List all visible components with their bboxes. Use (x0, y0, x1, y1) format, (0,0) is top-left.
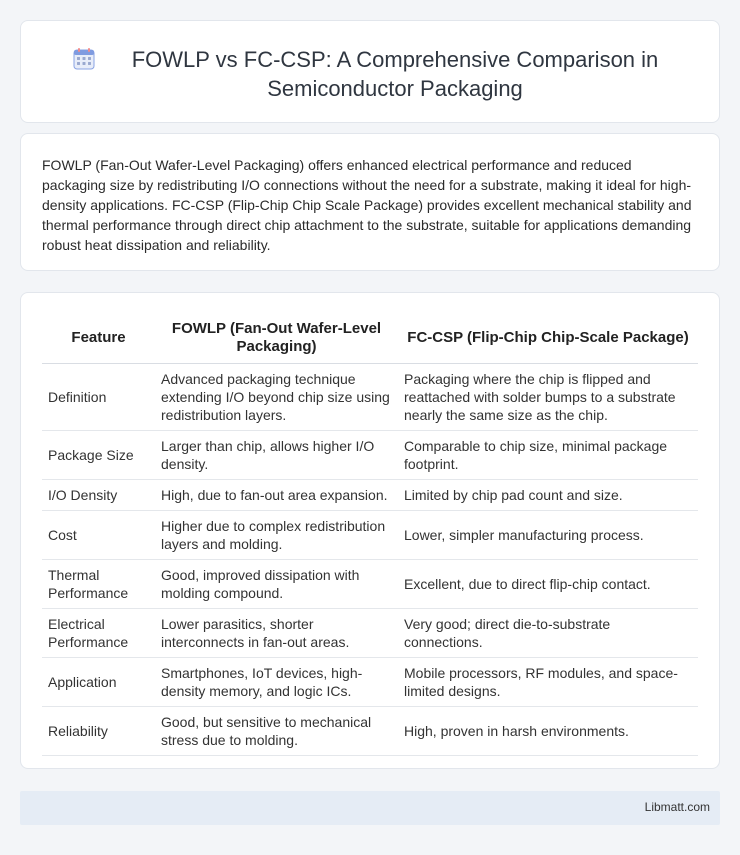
page-title: FOWLP vs FC-CSP: A Comprehensive Comparison in Semiconductor Packaging (131, 47, 659, 101)
row-fccsp: Excellent, due to direct flip-chip contact. (398, 559, 698, 608)
comparison-table (42, 314, 698, 756)
table-row (42, 510, 698, 559)
row-fowlp: Good, but sensitive to mechanical stress due to molding. (155, 706, 398, 755)
row-fccsp: Mobile processors, RF modules, and space-limited designs. (398, 657, 698, 706)
row-fowlp: Advanced packaging technique extending I/O beyond chip size using redistribution layers. (155, 363, 398, 430)
row-fowlp: High, due to fan-out area expansion. (155, 479, 398, 510)
row-fowlp: Good, improved dissipation with molding compound. (155, 559, 398, 608)
table-row (42, 559, 698, 608)
row-feature: Reliability (42, 706, 155, 755)
row-fccsp: Limited by chip pad count and size. (398, 479, 698, 510)
table-row (42, 657, 698, 706)
row-fowlp: Lower parasitics, shorter interconnects in fan-out areas. (155, 608, 398, 657)
row-fccsp: Lower, simpler manufacturing process. (398, 510, 698, 559)
calendar-grid-icon (73, 48, 95, 70)
row-feature: Electrical Performance (42, 608, 155, 657)
table-row (42, 706, 698, 755)
comparison-table-card (20, 292, 720, 769)
table-row (42, 430, 698, 479)
footer-bar (20, 791, 720, 825)
row-fowlp: Higher due to complex redistribution layers and molding. (155, 510, 398, 559)
table-row (42, 479, 698, 510)
footer-brand[interactable]: Libmatt.com (644, 800, 710, 814)
row-feature: Definition (42, 363, 155, 430)
summary-text: FOWLP (Fan-Out Wafer-Level Packaging) offers enhanced electrical performance and reduced packaging size by redistributing I/O connections without the need for a substrate, making it ideal for high-density applications. FC-CSP (Flip-Chip Chip Scale Package) provides excellent mechanical stability and thermal performance through direct chip attachment to the substrate, suitable for applications demanding robust heat dissipation and reliability. (42, 157, 692, 253)
row-feature: Cost (42, 510, 155, 559)
row-feature: Package Size (42, 430, 155, 479)
table-row (42, 363, 698, 430)
table-row (42, 608, 698, 657)
row-fccsp: Comparable to chip size, minimal package footprint. (398, 430, 698, 479)
row-feature: Application (42, 657, 155, 706)
row-feature: Thermal Performance (42, 559, 155, 608)
title-wrap (21, 45, 719, 103)
header-fccsp: FC-CSP (Flip-Chip Chip-Scale Package) (398, 314, 698, 363)
table-header-row (42, 314, 698, 363)
row-fccsp: Packaging where the chip is flipped and reattached with solder bumps to a substrate nearly the same size as the chip. (398, 363, 698, 430)
header-feature: Feature (42, 314, 155, 363)
row-fccsp: Very good; direct die-to-substrate connections. (398, 608, 698, 657)
header-fowlp: FOWLP (Fan-Out Wafer-Level Packaging) (155, 314, 398, 363)
row-fowlp: Smartphones, IoT devices, high-density memory, and logic ICs. (155, 657, 398, 706)
row-fowlp: Larger than chip, allows higher I/O density. (155, 430, 398, 479)
row-fccsp: High, proven in harsh environments. (398, 706, 698, 755)
title-card (20, 20, 720, 123)
summary-card (20, 133, 720, 271)
row-feature: I/O Density (42, 479, 155, 510)
